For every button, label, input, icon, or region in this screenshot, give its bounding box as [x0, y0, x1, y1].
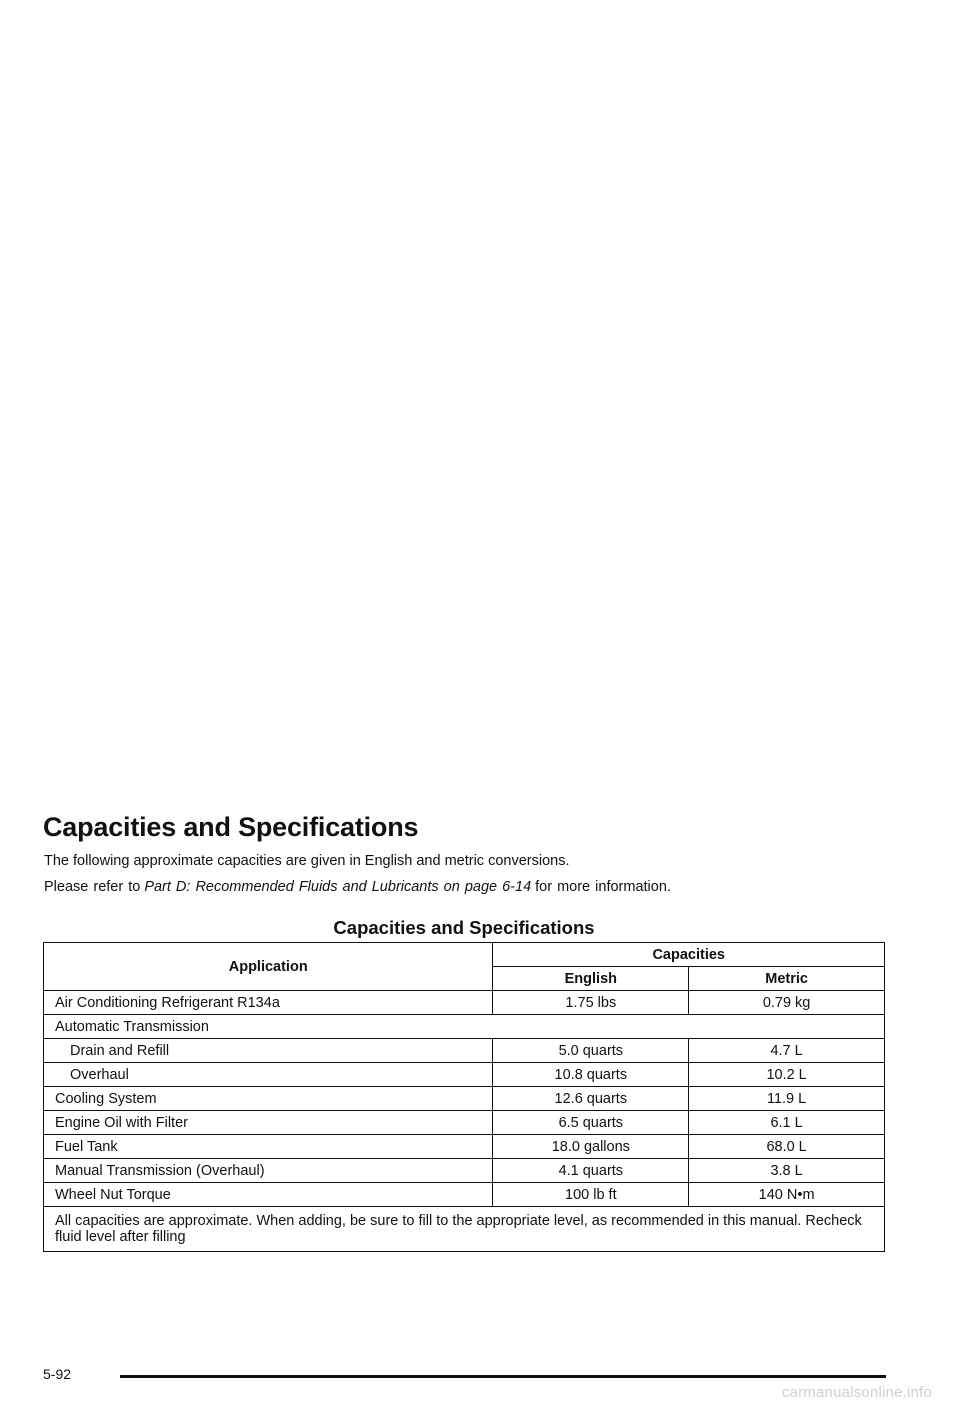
table-title: Capacities and Specifications [333, 917, 595, 938]
cell-english: 6.5 quarts [493, 1111, 689, 1135]
cell-metric: 11.9 L [689, 1087, 885, 1111]
header-application: Application [44, 943, 493, 991]
table-row [44, 991, 885, 1015]
table-row [44, 1183, 885, 1207]
section-heading: Capacities and Specifications [43, 812, 419, 842]
table-row [44, 1135, 885, 1159]
cell-english: 18.0 gallons [493, 1135, 689, 1159]
cell-english: 10.8 quarts [493, 1063, 689, 1087]
footer-rule [120, 1375, 886, 1378]
cell-application: Cooling System [44, 1087, 493, 1111]
table-row [44, 1087, 885, 1111]
cell-metric: 6.1 L [689, 1111, 885, 1135]
table-row [44, 1015, 885, 1039]
table-row [44, 1063, 885, 1087]
cell-english: 1.75 lbs [493, 991, 689, 1015]
refer-prefix: Please refer to [44, 879, 141, 895]
cell-english: 4.1 quarts [493, 1159, 689, 1183]
cell-metric: 0.79 kg [689, 991, 885, 1015]
table-row [44, 1111, 885, 1135]
header-english: English [493, 967, 689, 991]
table-row [44, 1039, 885, 1063]
cell-application: Wheel Nut Torque [44, 1183, 493, 1207]
header-metric: Metric [689, 967, 885, 991]
recommended-fluids-link[interactable]: Part D: Recommended Fluids and Lubricants on page 6-14 [144, 879, 532, 895]
table-row [44, 1159, 885, 1183]
page-number: 5-92 [43, 1366, 72, 1382]
cell-application: Drain and Refill [44, 1039, 493, 1063]
intro-text: The following approximate capacities are given in English and metric conversions. [44, 853, 570, 869]
cell-metric: 4.7 L [689, 1039, 885, 1063]
cell-metric: 140 N•m [689, 1183, 885, 1207]
watermark: carmanualsonline.info [781, 1384, 932, 1401]
cell-english: 5.0 quarts [493, 1039, 689, 1063]
table-note-row [44, 1207, 885, 1252]
cell-application: Engine Oil with Filter [44, 1111, 493, 1135]
cell-application: Manual Transmission (Overhaul) [44, 1159, 493, 1183]
table-header-row [44, 943, 885, 967]
refer-text [44, 879, 671, 895]
cell-metric: 10.2 L [689, 1063, 885, 1087]
cell-metric: 68.0 L [689, 1135, 885, 1159]
capacities-table [43, 942, 885, 1252]
cell-application-group: Automatic Transmission [44, 1015, 885, 1039]
cell-english: 12.6 quarts [493, 1087, 689, 1111]
cell-english: 100 lb ft [493, 1183, 689, 1207]
table-note: All capacities are approximate. When adding, be sure to fill to the appropriate level, as recommended in this manual. Recheck fluid level after filling [44, 1207, 885, 1252]
cell-metric: 3.8 L [689, 1159, 885, 1183]
header-capacities: Capacities [493, 943, 885, 967]
refer-suffix: for more information. [535, 879, 671, 895]
cell-application: Overhaul [44, 1063, 493, 1087]
cell-application: Air Conditioning Refrigerant R134a [44, 991, 493, 1015]
cell-application: Fuel Tank [44, 1135, 493, 1159]
